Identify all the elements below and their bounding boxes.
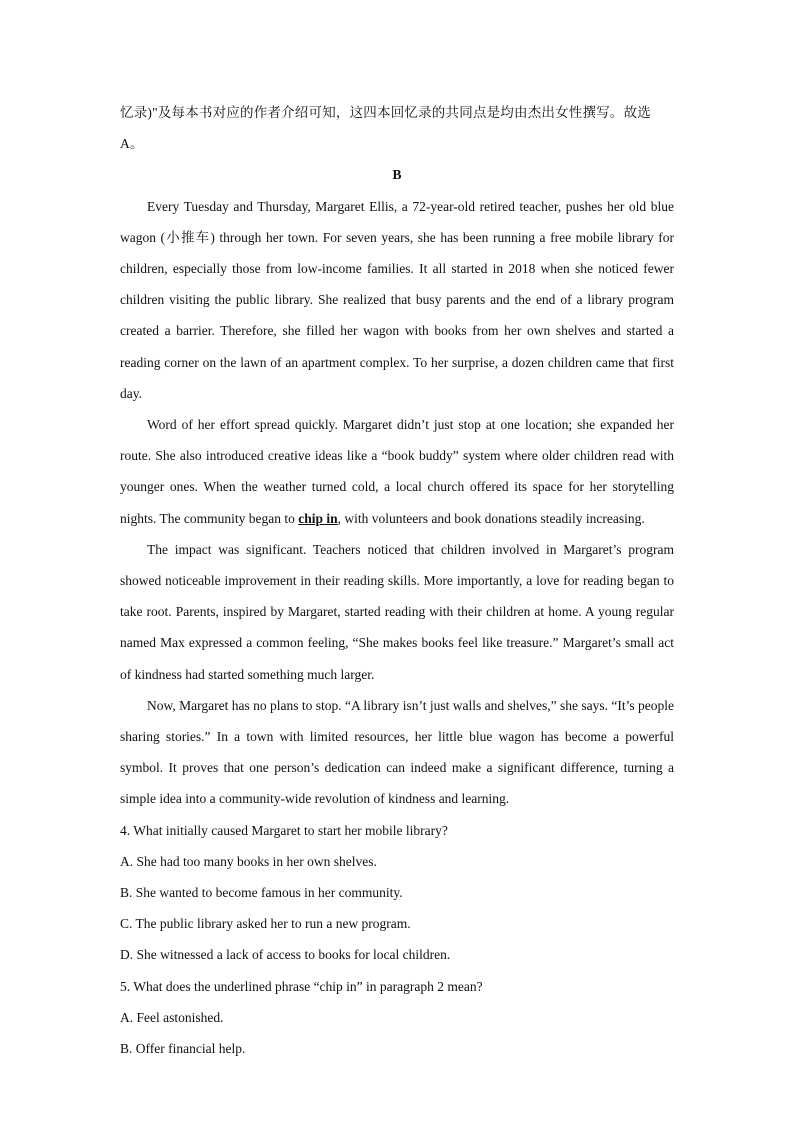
question-4-option-b: B. She wanted to become famous in her community. (120, 885, 403, 901)
question-5-option-a: A. Feel astonished. (120, 1009, 224, 1025)
question-4-option-a: A. She had too many books in her own shelves. (120, 853, 377, 869)
paragraph-4: Now, Margaret has no plans to stop. “A library isn’t just walls and shelves,” she says. “It’s people sharing stories.” In a town with limited resources, her little blue wagon has become a powerful symbol. It proves that one person’s dedication can indeed make a significant difference, turning a simple idea into a community-wide revolution of kindness and learning. (120, 697, 674, 807)
question-5-stem: 5. What does the underlined phrase “chip in” in paragraph 2 mean? (120, 978, 483, 994)
question-4-option-d: D. She witnessed a lack of access to books for local children. (120, 947, 451, 963)
underlined-phrase: chip in (298, 510, 338, 526)
previous-answer-explanation: 忆录)"及每本书对应的作者介绍可知，这四本回忆录的共同点是均由杰出女性撰写。故选A。 (120, 105, 652, 152)
paragraph-2 (120, 409, 674, 534)
question-4-option-c: C. The public library asked her to run a new program. (120, 916, 411, 932)
question-5-option-b: B. Offer financial help. (120, 1041, 246, 1057)
question-4-stem: 4. What initially caused Margaret to start her mobile library? (120, 822, 448, 838)
paragraph-2-after: , with volunteers and book donations steadily increasing. (337, 510, 645, 526)
paragraph-1: Every Tuesday and Thursday, Margaret Ellis, a 72-year-old retired teacher, pushes her old blue wagon (小推车) through her town. For seven years, she has been running a free mobile library for children, especially those from low-income families. It all started in 2018 when she noticed fewer children visiting the public library. She realized that busy parents and the end of a library program created a barrier. Therefore, she filled her wagon with books from her own shelves and started a reading corner on the lawn of an apartment complex. To her surprise, a dozen children came that first day. (120, 198, 674, 401)
paragraph-2-before: Word of her effort spread quickly. Margaret didn’t just stop at one location; she expanded her route. She also introduced creative ideas like a “book buddy” system where older children read with younger ones. When the weather turned cold, a local church offered its space for her storytelling nights. The community began to (120, 417, 674, 526)
document-page (120, 97, 674, 1064)
paragraph-3: The impact was significant. Teachers noticed that children involved in Margaret’s program showed noticeable improvement in their reading skills. More importantly, a love for reading began to take root. Parents, inspired by Margaret, started reading with their children at home. A young regular named Max expressed a common feeling, “She makes books feel like treasure.” Margaret’s small act of kindness had started something much larger. (120, 541, 674, 682)
section-label: B (392, 167, 402, 183)
